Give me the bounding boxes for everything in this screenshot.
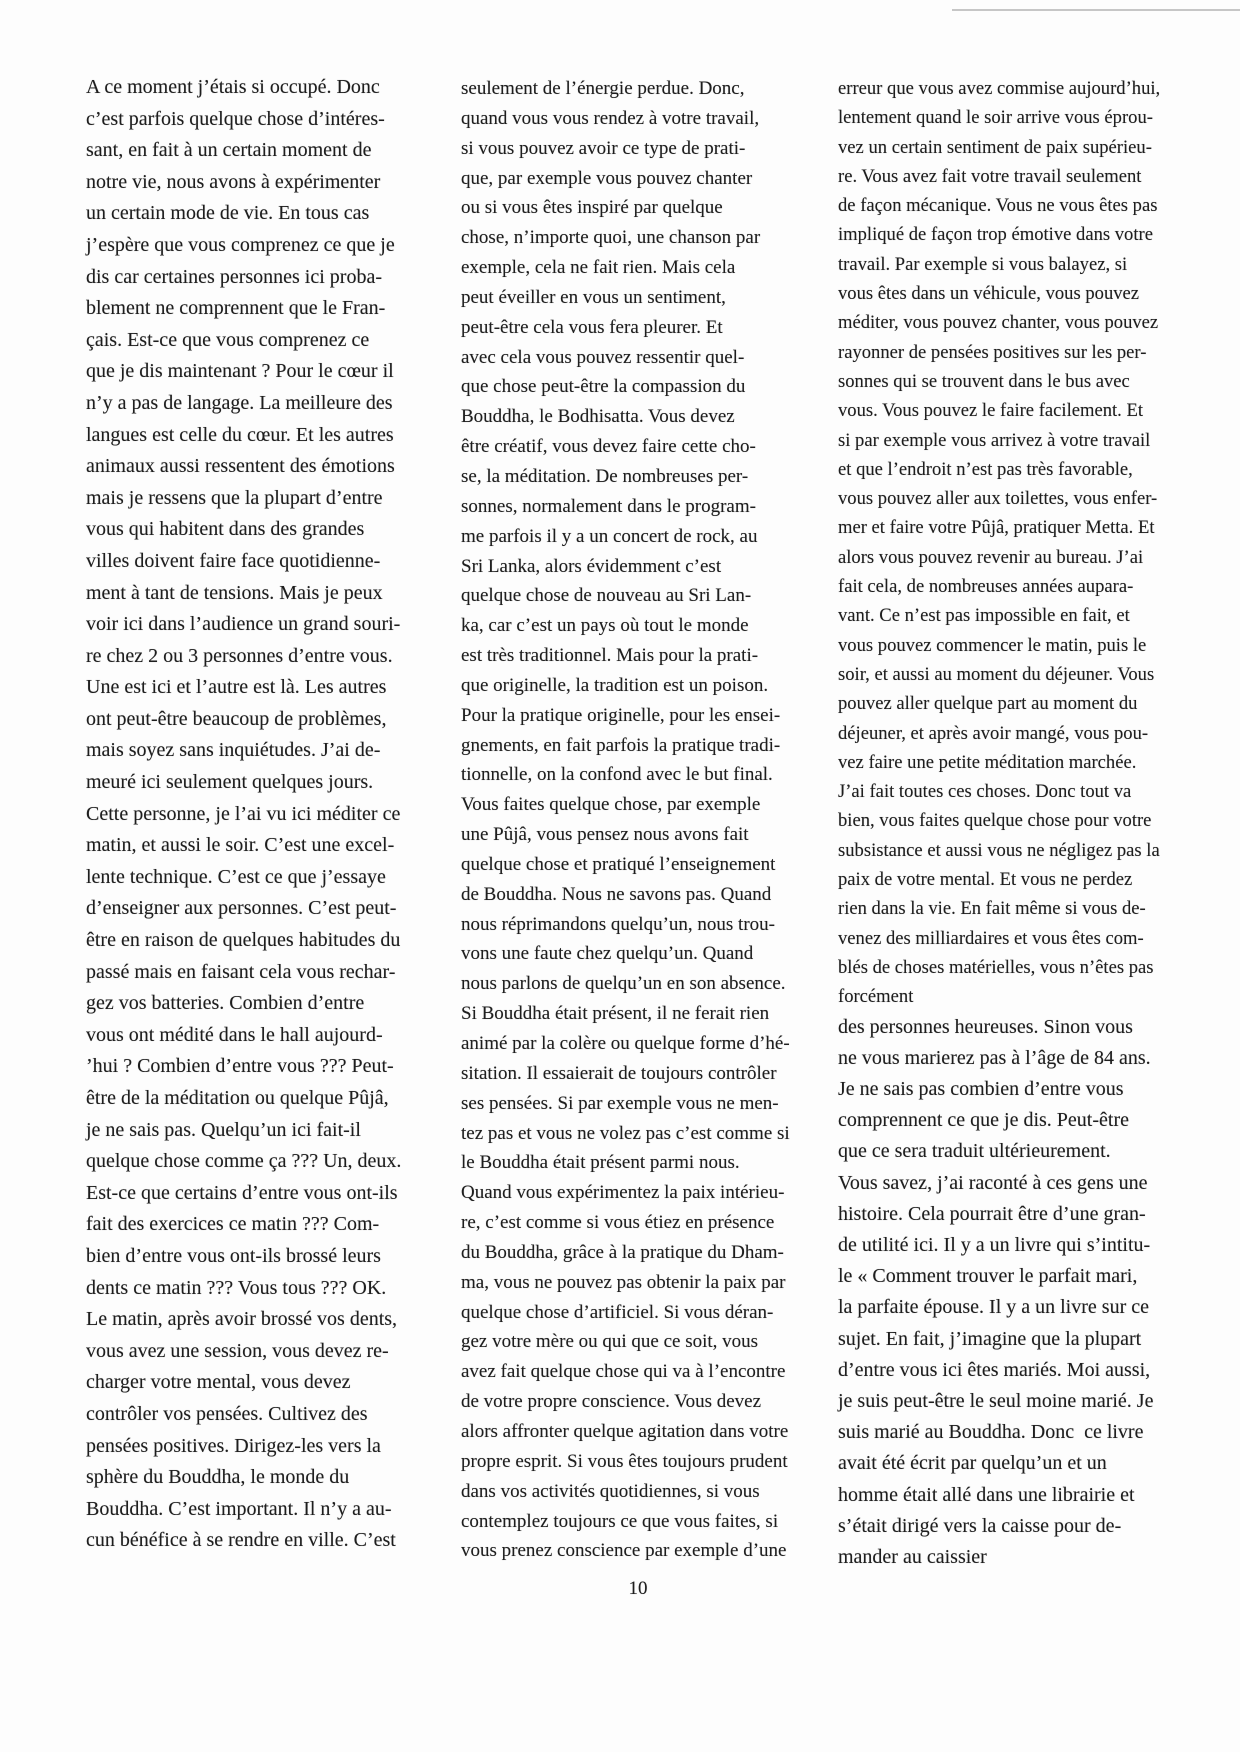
text-line: Vous savez, j’ai raconté à ces gens une — [838, 1171, 1148, 1194]
text-line: re, c’est comme si vous étiez en présence — [461, 1212, 775, 1234]
text-line: fait des exercices ce matin ??? Com- — [86, 1213, 380, 1236]
text-line: si par exemple vous arrivez à votre travail — [838, 429, 1151, 451]
text-line: animé par la colère ou quelque forme d’hé- — [461, 1033, 790, 1054]
text-line: ou si vous êtes inspiré par quelque — [461, 197, 723, 219]
text-line: Bouddha, le Bodhisatta. Vous devez — [461, 406, 735, 428]
text-line: des personnes heureuses. Sinon vous — [838, 1015, 1133, 1038]
text-line: alors affronter quelque agitation dans votre — [461, 1420, 789, 1442]
text-line: de façon mécanique. Vous ne vous êtes pas — [838, 195, 1158, 217]
text-line: sant, en fait à un certain moment de — [86, 139, 372, 162]
text-line: un certain mode de vie. En tous cas — [86, 202, 370, 225]
text-line: J’ai fait toutes ces choses. Donc tout va — [838, 781, 1132, 803]
text-column-2 — [461, 74, 790, 1566]
text-line: quelque chose et pratiqué l’enseignement — [461, 853, 776, 875]
text-line: le « Comment trouver le parfait mari, — [838, 1265, 1138, 1288]
text-line: de Bouddha. Nous ne savons pas. Quand — [461, 883, 772, 905]
text-line: ne vous marierez pas à l’âge de 84 ans. — [838, 1046, 1151, 1069]
text-line: Vous faites quelque chose, par exemple — [461, 794, 761, 816]
text-line: ka, car c’est un pays où tout le monde — [461, 615, 749, 637]
text-line: animaux aussi ressentent des émotions — [86, 455, 395, 478]
text-line: se, la méditation. De nombreuses per- — [461, 465, 749, 487]
text-line: vous êtes dans un véhicule, vous pouvez — [838, 283, 1140, 305]
text-line: notre vie, nous avons à expérimenter — [86, 170, 381, 193]
text-line: suis marié au Bouddha. Donc ce livre — [838, 1421, 1144, 1444]
text-line: d’enseigner aux personnes. C’est peut- — [86, 897, 397, 920]
text-line: Cette personne, je l’ai vu ici méditer ce — [86, 802, 401, 825]
text-line: peut-être cela vous fera pleurer. Et — [461, 316, 723, 338]
text-line: j’espère que vous comprenez ce que je — [86, 233, 395, 256]
text-line: sphère du Bouddha, le monde du — [86, 1466, 350, 1489]
text-line: sonnes qui se trouvent dans le bus avec — [838, 370, 1130, 392]
text-line: être en raison de quelques habitudes du — [86, 929, 401, 952]
text-line: homme était allé dans une librairie et — [838, 1483, 1135, 1506]
text-line: Sri Lanka, alors évidemment c’est — [461, 555, 722, 577]
scan-edge-line — [952, 9, 1240, 11]
text-line: vons une faute chez quelqu’un. Quand — [461, 943, 754, 965]
text-line: Je ne sais pas combien d’entre vous — [838, 1077, 1124, 1100]
text-line: Quand vous expérimentez la paix intérieu- — [461, 1182, 785, 1204]
text-line: mander au caissier — [838, 1545, 987, 1568]
text-line: mer et faire votre Pûjâ, pratiquer Metta. Et — [838, 517, 1155, 539]
text-line: forcément — [838, 986, 914, 1008]
text-line: tez pas et vous ne volez pas c’est comme si — [461, 1122, 790, 1144]
text-line: villes doivent faire face quotidienne- — [86, 549, 381, 572]
text-line: vez un certain sentiment de paix supérieu- — [838, 136, 1152, 158]
text-line: du Bouddha, grâce à la pratique du Dham- — [461, 1241, 784, 1263]
text-column-3-upper — [838, 74, 1160, 1012]
text-line: erreur que vous avez commise aujourd’hui, — [838, 78, 1161, 99]
text-line: alors vous pouvez revenir au bureau. J’ai — [838, 546, 1144, 568]
text-line: voir ici dans l’audience un grand souri- — [86, 613, 401, 636]
page-number: 10 — [628, 1578, 648, 1599]
text-line: bien d’entre vous ont-ils brossé leurs — [86, 1244, 381, 1267]
text-line: histoire. Cela pourrait être d’une gran- — [838, 1202, 1146, 1225]
text-line: ses pensées. Si par exemple vous ne men- — [461, 1092, 779, 1114]
text-line: Bouddha. C’est important. Il n’y a au- — [86, 1497, 392, 1520]
text-line: est très traditionnel. Mais pour la prati- — [461, 645, 759, 667]
text-line: que je dis maintenant ? Pour le cœur il — [86, 360, 394, 383]
text-line: exemple, cela ne fait rien. Mais cela — [461, 257, 736, 279]
text-line: mais je ressens que la plupart d’entre — [86, 486, 383, 509]
text-line: vous pouvez aller aux toilettes, vous enfer- — [838, 488, 1158, 510]
text-line: lente technique. C’est ce que j’essaye — [86, 865, 386, 888]
text-line: que originelle, la tradition est un poison. — [461, 674, 769, 696]
text-line: lentement quand le soir arrive vous éprou- — [838, 107, 1153, 129]
text-line: Si Bouddha était présent, il ne ferait rien — [461, 1003, 770, 1025]
text-line: gnements, en fait parfois la pratique tradi- — [461, 734, 781, 756]
text-line: pensées positives. Dirigez-les vers la — [86, 1434, 381, 1457]
text-line: dis car certaines personnes ici proba- — [86, 265, 382, 288]
text-line: avez fait quelque chose qui va à l’encontre — [461, 1361, 786, 1383]
text-line: vous prenez conscience par exemple d’une — [461, 1540, 787, 1562]
text-column-3 — [838, 74, 1160, 1573]
text-line: bien, vous faites quelque chose pour votre — [838, 810, 1152, 832]
text-line: contrôler vos pensées. Cultivez des — [86, 1402, 368, 1425]
text-line: fait cela, de nombreuses années aupara- — [838, 576, 1134, 598]
text-line: propre esprit. Si vous êtes toujours prudent — [461, 1450, 788, 1472]
text-line: dents ce matin ??? Vous tous ??? OK. — [86, 1276, 387, 1299]
text-line: blement ne comprennent que le Fran- — [86, 297, 386, 320]
text-line: re. Vous avez fait votre travail seulement — [838, 165, 1142, 187]
text-line: A ce moment j’étais si occupé. Donc — [86, 76, 380, 98]
text-line: je ne sais pas. Quelqu’un ici fait-il — [86, 1118, 361, 1141]
text-line: sujet. En fait, j’imagine que la plupart — [838, 1327, 1142, 1350]
text-line: meuré ici seulement quelques jours. — [86, 771, 374, 794]
text-line: Pour la pratique originelle, pour les ensei- — [461, 704, 781, 726]
text-line: nous réprimandons quelqu’un, nous trou- — [461, 913, 775, 935]
text-line: que, par exemple vous pouvez chanter — [461, 167, 753, 189]
text-line: comprennent ce que je dis. Peut-être — [838, 1109, 1129, 1132]
text-line: quelque chose de nouveau au Sri Lan- — [461, 585, 752, 607]
text-line: re chez 2 ou 3 personnes d’entre vous. — [86, 644, 393, 667]
text-line: de utilité ici. Il y a un livre qui s’intitu- — [838, 1233, 1151, 1256]
text-line: d’entre vous ici êtes mariés. Moi aussi, — [838, 1358, 1151, 1381]
text-line: ont peut-être beaucoup de problèmes, — [86, 707, 387, 730]
text-line: charger votre mental, vous devez — [86, 1371, 351, 1394]
text-line: quelque chose comme ça ??? Un, deux. — [86, 1150, 402, 1173]
text-line: ma, vous ne pouvez pas obtenir la paix par — [461, 1271, 786, 1293]
text-line: vous pouvez commencer le matin, puis le — [838, 634, 1147, 656]
text-line: rien dans la vie. En fait même si vous de- — [838, 898, 1146, 920]
text-line: pouvez aller quelque part au moment du — [838, 693, 1138, 715]
text-line: chose, n’importe quoi, une chanson par — [461, 227, 761, 249]
text-line: être créatif, vous devez faire cette cho- — [461, 436, 756, 458]
text-line: Le matin, après avoir brossé vos dents, — [86, 1308, 398, 1331]
text-line: déjeuner, et après avoir mangé, vous pou- — [838, 722, 1149, 744]
text-line: sonnes, normalement dans le program- — [461, 495, 756, 517]
text-line: Est-ce que certains d’entre vous ont-ils — [86, 1181, 398, 1204]
text-line: me parfois il y a un concert de rock, au — [461, 525, 758, 547]
text-line: paix de votre mental. Et vous ne perdez — [838, 869, 1133, 891]
text-line: je suis peut-être le seul moine marié. Je — [838, 1389, 1154, 1412]
text-line: langues est celle du cœur. Et les autres — [86, 423, 394, 446]
text-line: n’y a pas de langage. La meilleure des — [86, 391, 393, 414]
text-line: matin, et aussi le soir. C’est une excel- — [86, 834, 395, 857]
text-line: une Pûjâ, vous pensez nous avons fait — [461, 824, 749, 846]
text-line: contemplez toujours ce que vous faites, si — [461, 1510, 779, 1532]
text-line: et que l’endroit n’est pas très favorable, — [838, 458, 1133, 480]
text-line: sitation. Il essaierait de toujours contrôler — [461, 1062, 777, 1084]
text-line: blés de choses matérielles, vous n’êtes pas — [838, 956, 1154, 978]
text-line: impliqué de façon trop émotive dans votre — [838, 224, 1153, 246]
text-line: seulement de l’énergie perdue. Donc, — [461, 78, 745, 99]
text-line: soir, et aussi au moment du déjeuner. Vous — [838, 663, 1155, 685]
text-line: vous qui habitent dans des grandes — [86, 518, 365, 541]
text-line: s’était dirigé vers la caisse pour de- — [838, 1514, 1122, 1537]
text-column-1 — [86, 72, 401, 1557]
text-line: gez vos batteries. Combien d’entre — [86, 992, 365, 1015]
text-line: ’hui ? Combien d’entre vous ??? Peut- — [86, 1055, 394, 1078]
text-line: être de la méditation ou quelque Pûjâ, — [86, 1087, 389, 1109]
text-line: Une est ici et l’autre est là. Les autres — [86, 676, 387, 699]
text-line: venez des milliardaires et vous êtes com- — [838, 927, 1144, 949]
text-line: gez votre mère ou qui que ce soit, vous — [461, 1331, 759, 1353]
text-line: peut éveiller en vous un sentiment, — [461, 286, 726, 308]
text-line: quand vous vous rendez à votre travail, — [461, 107, 760, 129]
text-line: tionnelle, on la confond avec le but final. — [461, 764, 773, 786]
text-line: çais. Est-ce que vous comprenez ce — [86, 328, 370, 351]
text-line: vant. Ce n’est pas impossible en fait, et — [838, 605, 1130, 627]
text-line: nous parlons de quelqu’un en son absence. — [461, 973, 786, 995]
text-line: c’est parfois quelque chose d’intéres- — [86, 107, 385, 130]
text-line: que ce sera traduit ultérieurement. — [838, 1140, 1111, 1163]
text-line: rayonner de pensées positives sur les per- — [838, 341, 1147, 363]
text-line: de votre propre conscience. Vous devez — [461, 1391, 762, 1413]
text-line: vez faire une petite méditation marchée. — [838, 751, 1137, 773]
text-line: méditer, vous pouvez chanter, vous pouvez — [838, 312, 1159, 334]
text-line: avec cela vous pouvez ressentir quel- — [461, 346, 745, 368]
text-column-3-lower — [838, 1012, 1160, 1574]
text-line: subsistance et aussi vous ne négligez pas la — [838, 839, 1160, 861]
text-line: la parfaite épouse. Il y a un livre sur ce — [838, 1296, 1149, 1319]
text-line: que chose peut-être la compassion du — [461, 376, 746, 398]
text-line: si vous pouvez avoir ce type de prati- — [461, 137, 746, 159]
text-line: avait été écrit par quelqu’un et un — [838, 1452, 1107, 1475]
text-line: quelque chose d’artificiel. Si vous déran- — [461, 1301, 774, 1323]
text-line: dans vos activités quotidiennes, si vous — [461, 1480, 760, 1502]
text-line: vous ont médité dans le hall aujourd- — [86, 1023, 383, 1046]
text-line: passé mais en faisant cela vous rechar- — [86, 960, 396, 983]
text-line: cun bénéfice à se rendre en ville. C’est — [86, 1529, 396, 1552]
text-line: vous avez une session, vous devez re- — [86, 1339, 389, 1362]
text-line: vous. Vous pouvez le faire facilement. Et — [838, 400, 1143, 422]
text-line: ment à tant de tensions. Mais je peux — [86, 581, 383, 604]
text-line: travail. Par exemple si vous balayez, si — [838, 253, 1128, 275]
text-line: mais soyez sans inquiétudes. J’ai de- — [86, 739, 381, 762]
text-line: le Bouddha était présent parmi nous. — [461, 1152, 740, 1174]
